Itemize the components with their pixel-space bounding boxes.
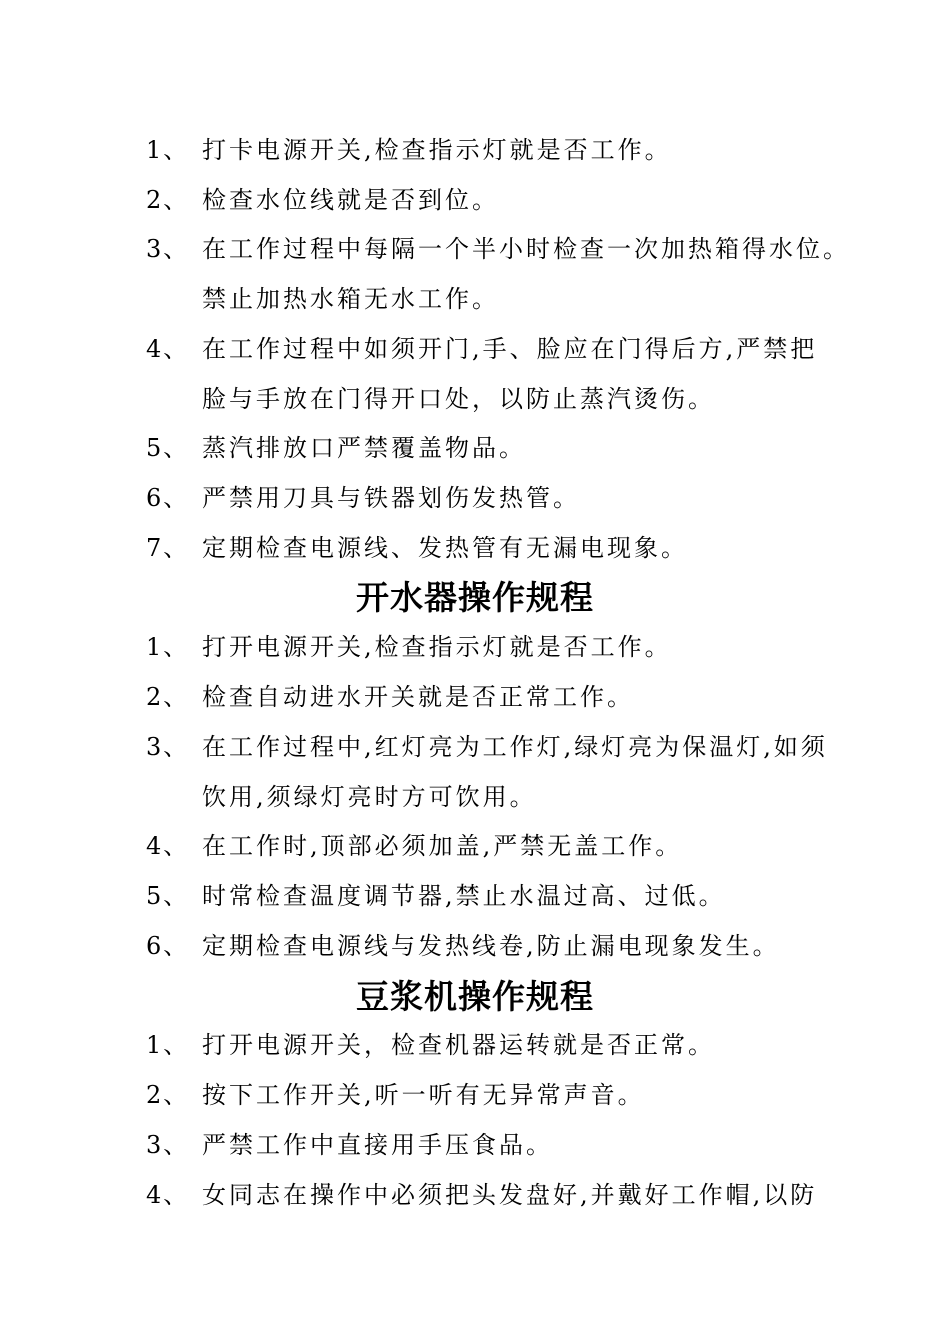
list-item bbox=[0, 1075, 950, 1115]
list-item bbox=[0, 677, 950, 717]
item-number: 5、 bbox=[146, 434, 190, 462]
item-text: 检查水位线就是否到位。 bbox=[202, 186, 499, 214]
item-number: 1、 bbox=[146, 633, 190, 661]
item-text: 定期检查电源线、发热管有无漏电现象。 bbox=[202, 534, 688, 562]
item-number: 4、 bbox=[146, 832, 190, 860]
item-text: 打卡电源开关,检查指示灯就是否工作。 bbox=[202, 136, 672, 164]
list-item bbox=[0, 727, 950, 767]
item-text: 检查自动进水开关就是否正常工作。 bbox=[202, 683, 634, 711]
list-item bbox=[0, 926, 950, 966]
item-text: 女同志在操作中必须把头发盘好,并戴好工作帽,以防 bbox=[202, 1181, 818, 1209]
item-text: 打开电源开关,检查指示灯就是否工作。 bbox=[202, 633, 672, 661]
item-number: 3、 bbox=[146, 1131, 190, 1159]
list-item-continuation bbox=[0, 379, 950, 419]
list-item bbox=[0, 229, 950, 269]
section-title: 开水器操作规程 bbox=[356, 578, 594, 617]
list-item bbox=[0, 329, 950, 369]
item-text: 在工作过程中每隔一个半小时检查一次加热箱得水位。 bbox=[202, 235, 850, 263]
item-text: 打开电源开关，检查机器运转就是否正常。 bbox=[202, 1031, 715, 1059]
item-text: 时常检查温度调节器,禁止水温过高、过低。 bbox=[202, 882, 726, 910]
item-text: 定期检查电源线与发热线卷,防止漏电现象发生。 bbox=[202, 932, 780, 960]
item-text: 蒸汽排放口严禁覆盖物品。 bbox=[202, 434, 526, 462]
item-text: 禁止加热水箱无水工作。 bbox=[202, 285, 499, 313]
section-title: 豆浆机操作规程 bbox=[356, 977, 594, 1016]
item-text: 在工作过程中,红灯亮为工作灯,绿灯亮为保温灯,如须 bbox=[202, 733, 828, 761]
item-text: 按下工作开关,听一听有无异常声音。 bbox=[202, 1081, 645, 1109]
item-text: 在工作过程中如须开门,手、脸应在门得后方,严禁把 bbox=[202, 335, 818, 363]
item-number: 7、 bbox=[146, 534, 190, 562]
list-item bbox=[0, 1175, 950, 1215]
list-item-continuation bbox=[0, 777, 950, 817]
list-item bbox=[0, 1025, 950, 1065]
item-text: 严禁工作中直接用手压食品。 bbox=[202, 1131, 553, 1159]
item-number: 6、 bbox=[146, 484, 190, 512]
list-item-continuation bbox=[0, 279, 950, 319]
list-item bbox=[0, 478, 950, 518]
item-number: 2、 bbox=[146, 1081, 190, 1109]
item-number: 2、 bbox=[146, 683, 190, 711]
list-item bbox=[0, 130, 950, 170]
item-number: 5、 bbox=[146, 882, 190, 910]
list-item bbox=[0, 428, 950, 468]
list-item bbox=[0, 826, 950, 866]
list-item bbox=[0, 876, 950, 916]
item-text: 在工作时,顶部必须加盖,严禁无盖工作。 bbox=[202, 832, 683, 860]
item-number: 4、 bbox=[146, 335, 190, 363]
item-number: 2、 bbox=[146, 186, 190, 214]
item-text: 饮用,须绿灯亮时方可饮用。 bbox=[202, 783, 537, 811]
item-text: 脸与手放在门得开口处，以防止蒸汽烫伤。 bbox=[202, 385, 715, 413]
item-number: 1、 bbox=[146, 136, 190, 164]
list-item bbox=[0, 627, 950, 667]
list-item bbox=[0, 180, 950, 220]
item-number: 1、 bbox=[146, 1031, 190, 1059]
item-number: 3、 bbox=[146, 733, 190, 761]
list-item bbox=[0, 528, 950, 568]
item-number: 4、 bbox=[146, 1181, 190, 1209]
item-number: 3、 bbox=[146, 235, 190, 263]
list-item bbox=[0, 1125, 950, 1165]
item-number: 6、 bbox=[146, 932, 190, 960]
item-text: 严禁用刀具与铁器划伤发热管。 bbox=[202, 484, 580, 512]
